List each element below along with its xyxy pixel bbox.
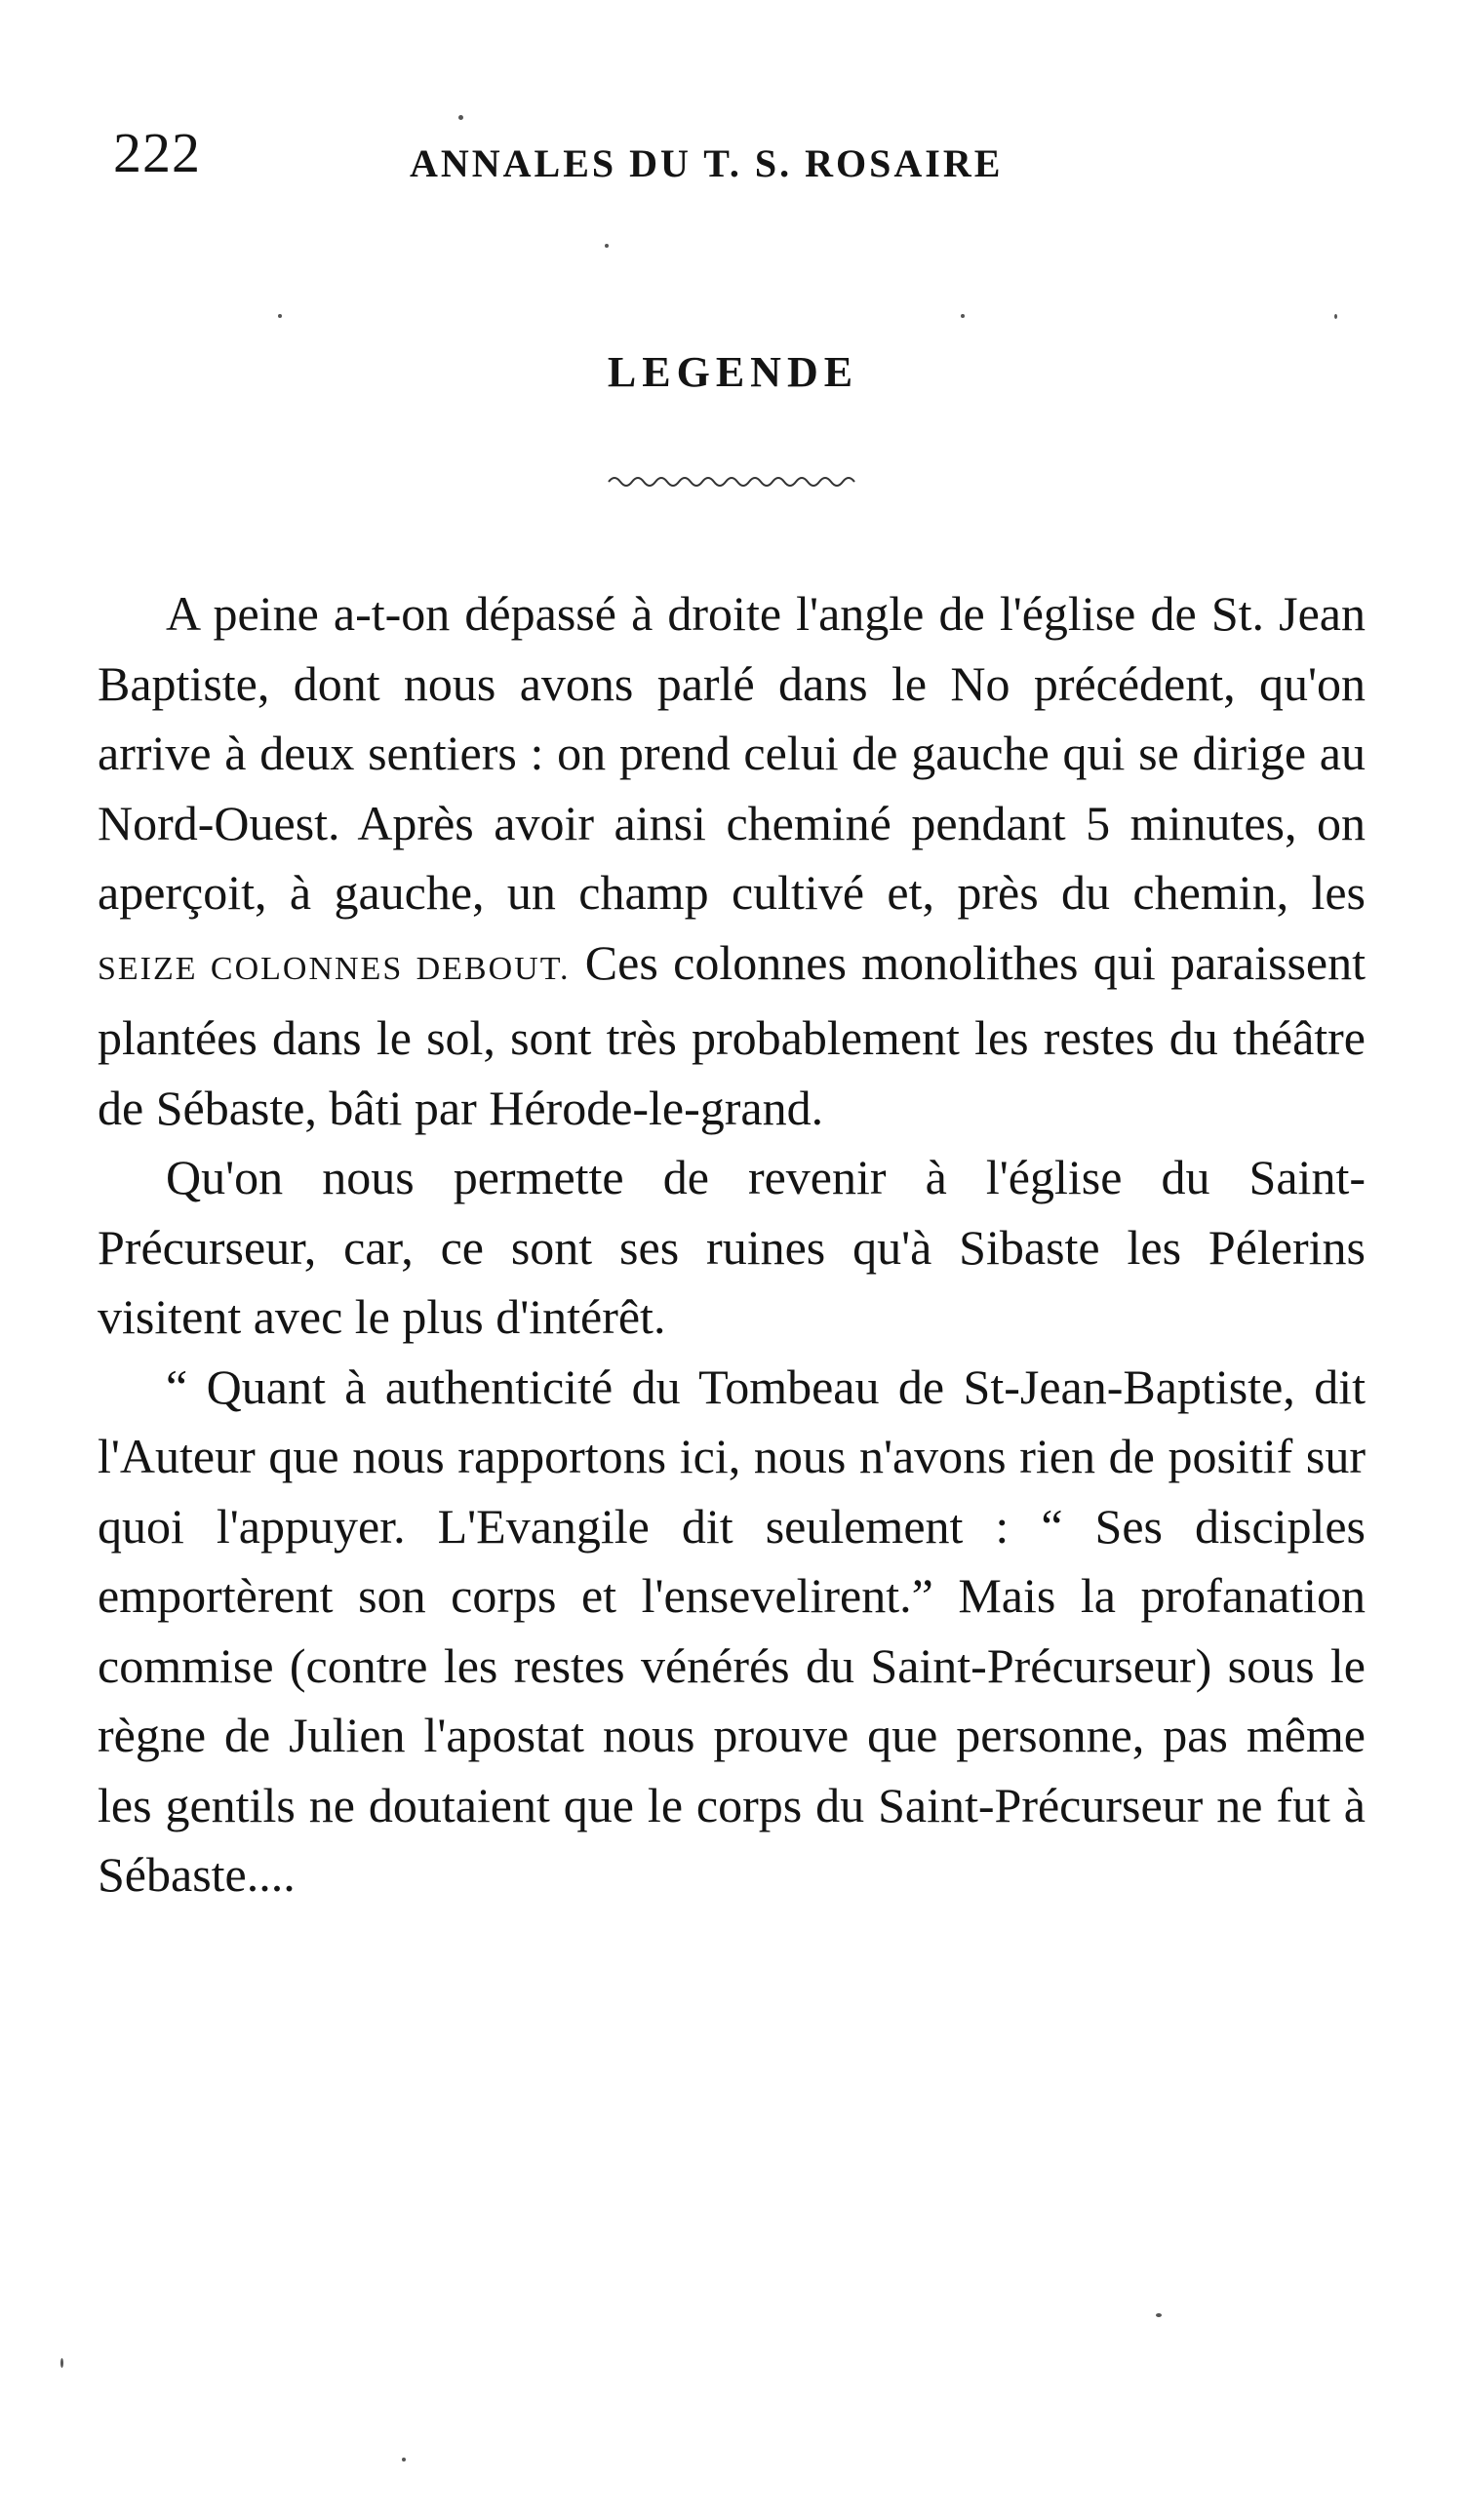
print-speck — [278, 314, 282, 318]
paragraph — [98, 579, 1366, 1143]
print-speck — [402, 2458, 406, 2461]
print-speck — [1156, 2313, 1162, 2317]
running-header: ANNALES DU T. S. ROSAIRE — [410, 141, 1004, 185]
page-number: 222 — [113, 121, 201, 184]
print-speck — [961, 314, 965, 318]
ornament-divider — [605, 470, 878, 490]
paragraph-text: A peine a-t-on dépassé à droite l'angle de l'église de St. Jean Baptiste, dont nous avons parlé dans le No précédent, qu'on arrive à deux sentiers : on prend celui de gauche qui se dirige au Nord-Ouest. Après avoir ainsi cheminé pendant 5 minutes, on aperçoit, à gauche, un champ cultivé et, près du chemin, les — [98, 586, 1366, 920]
print-speck — [1334, 314, 1337, 319]
print-speck — [605, 244, 609, 248]
paragraph: “ Quant à authenticité du Tombeau de St-Jean-Baptiste, dit l'Auteur que nous rapportons ici, nous n'avons rien de positif sur quoi l'appuyer. L'Evangile dit seulement : “ Ses disciples emportèrent son corps et l'ensevelirent.” Mais la profanation commise (contre les restes vénérés du Saint-Précurseur) sous le règne de Julien l'apostat nous prouve que personne, pas même les gentils ne doutaient que le corps du Saint-Précurseur ne fut à Sébaste.... — [98, 1358, 1366, 1902]
paragraph-text: Ces colonnes monolithes qui paraissent plantées dans le sol, sont très probablement les restes du théâtre de Sébaste, bâti par Hérode-le-grand. — [98, 934, 1366, 1135]
print-speck — [458, 115, 463, 120]
section-title: LEGENDE — [607, 348, 859, 396]
body-text — [98, 579, 1366, 1910]
paragraph: Qu'on nous permette de revenir à l'église du Saint-Précurseur, car, ce sont ses ruines qu'à Sibaste les Pélerins visitent avec le plus d'intérêt. — [98, 1150, 1366, 1344]
print-speck — [60, 2358, 63, 2368]
small-caps-phrase: SEIZE COLONNES DEBOUT. — [98, 950, 571, 987]
